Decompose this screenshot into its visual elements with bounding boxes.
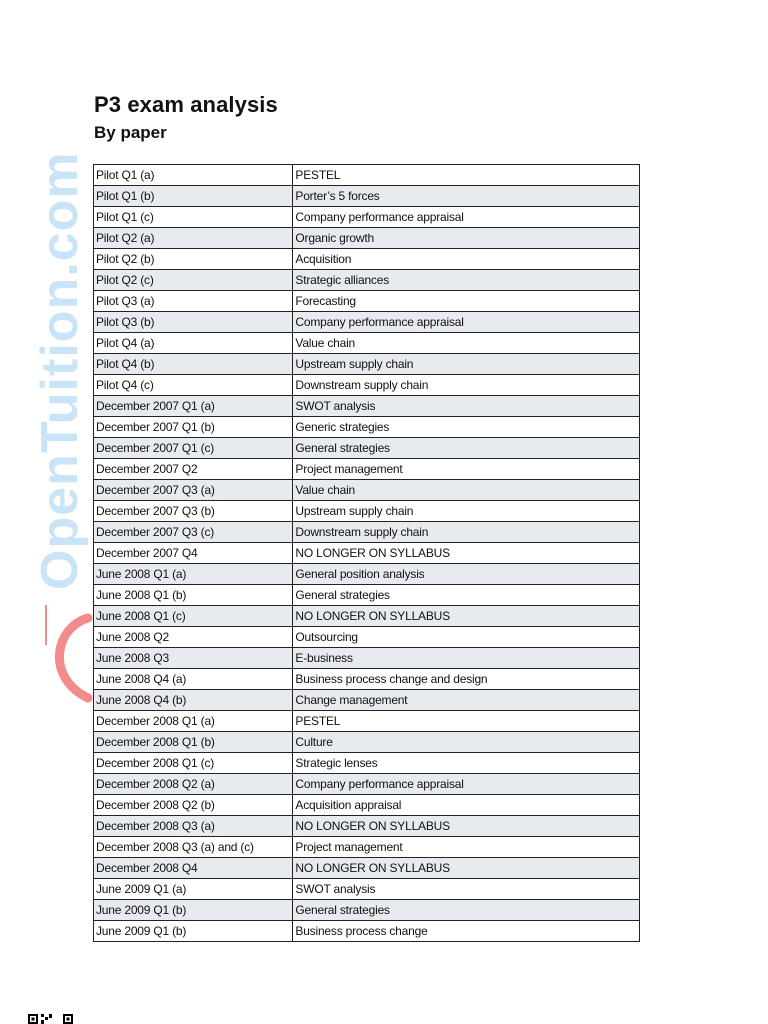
table-row [94,522,640,543]
topic-cell: Downstream supply chain [293,522,640,543]
table-row [94,186,640,207]
topic-cell: SWOT analysis [293,879,640,900]
topic-cell: Culture [293,732,640,753]
paper-cell: December 2008 Q4 [94,858,293,879]
table-row [94,480,640,501]
table-row [94,270,640,291]
table-row [94,585,640,606]
paper-cell: June 2008 Q2 [94,627,293,648]
table-row [94,459,640,480]
paper-cell: December 2008 Q2 (a) [94,774,293,795]
paper-cell: Pilot Q2 (b) [94,249,293,270]
table-row [94,606,640,627]
paper-cell: Pilot Q1 (b) [94,186,293,207]
paper-cell: Pilot Q1 (c) [94,207,293,228]
topic-cell: Project management [293,837,640,858]
paper-cell: Pilot Q4 (a) [94,333,293,354]
topic-cell: Change management [293,690,640,711]
table-row [94,501,640,522]
table-row [94,627,640,648]
topic-cell: Acquisition [293,249,640,270]
table-row [94,774,640,795]
topic-cell: Project management [293,459,640,480]
paper-cell: Pilot Q3 (a) [94,291,293,312]
topic-cell: Business process change and design [293,669,640,690]
topic-cell: Forecasting [293,291,640,312]
paper-cell: December 2007 Q1 (c) [94,438,293,459]
topic-cell: Upstream supply chain [293,501,640,522]
topic-cell: General strategies [293,438,640,459]
topic-cell: Value chain [293,480,640,501]
qr-code-icon [28,1014,76,1024]
topic-cell: Value chain [293,333,640,354]
paper-cell: December 2008 Q1 (c) [94,753,293,774]
topic-cell: Company performance appraisal [293,207,640,228]
paper-cell: December 2008 Q1 (b) [94,732,293,753]
paper-cell: December 2007 Q1 (a) [94,396,293,417]
table-row [94,648,640,669]
topic-cell: Strategic alliances [293,270,640,291]
table-row [94,417,640,438]
topic-cell: NO LONGER ON SYLLABUS [293,543,640,564]
paper-cell: Pilot Q4 (b) [94,354,293,375]
paper-cell: December 2008 Q3 (a) [94,816,293,837]
topic-cell: Downstream supply chain [293,375,640,396]
paper-cell: December 2007 Q4 [94,543,293,564]
watermark-logo-text: OpenTuition.com [31,151,89,590]
page-subtitle: By paper [94,123,167,142]
paper-cell: December 2007 Q3 (a) [94,480,293,501]
paper-cell: June 2008 Q4 (a) [94,669,293,690]
topic-cell: Generic strategies [293,417,640,438]
topic-cell: Company performance appraisal [293,774,640,795]
table-row [94,228,640,249]
topic-cell: Business process change [293,921,640,942]
table-row [94,375,640,396]
table-row [94,207,640,228]
table-row [94,795,640,816]
paper-cell: Pilot Q4 (c) [94,375,293,396]
exam-analysis-table [93,164,640,942]
table-row [94,921,640,942]
topic-cell: Acquisition appraisal [293,795,640,816]
table-row [94,669,640,690]
topic-cell: General strategies [293,900,640,921]
table-row [94,900,640,921]
paper-cell: June 2008 Q1 (c) [94,606,293,627]
table-row [94,711,640,732]
paper-cell: December 2008 Q1 (a) [94,711,293,732]
table-row [94,837,640,858]
paper-cell: Pilot Q3 (b) [94,312,293,333]
table-row [94,333,640,354]
table-row [94,690,640,711]
paper-cell: Pilot Q2 (a) [94,228,293,249]
topic-cell: General position analysis [293,564,640,585]
table-row [94,354,640,375]
topic-cell: NO LONGER ON SYLLABUS [293,606,640,627]
paper-cell: December 2008 Q3 (a) and (c) [94,837,293,858]
paper-cell: June 2009 Q1 (b) [94,900,293,921]
paper-cell: June 2008 Q1 (b) [94,585,293,606]
topic-cell: Organic growth [293,228,640,249]
paper-cell: December 2007 Q1 (b) [94,417,293,438]
page-title: P3 exam analysis [94,92,278,117]
table-row [94,249,640,270]
topic-cell: PESTEL [293,165,640,186]
topic-cell: Strategic lenses [293,753,640,774]
table-row [94,879,640,900]
topic-cell: NO LONGER ON SYLLABUS [293,816,640,837]
topic-cell: SWOT analysis [293,396,640,417]
table-row [94,732,640,753]
topic-cell: PESTEL [293,711,640,732]
exam-table-body [94,165,640,942]
topic-cell: NO LONGER ON SYLLABUS [293,858,640,879]
paper-cell: Pilot Q1 (a) [94,165,293,186]
paper-cell: June 2008 Q3 [94,648,293,669]
table-row [94,396,640,417]
paper-cell: Pilot Q2 (c) [94,270,293,291]
topic-cell: Upstream supply chain [293,354,640,375]
topic-cell: General strategies [293,585,640,606]
topic-cell: Porter’s 5 forces [293,186,640,207]
table-row [94,438,640,459]
topic-cell: Company performance appraisal [293,312,640,333]
paper-cell: June 2008 Q4 (b) [94,690,293,711]
table-row [94,543,640,564]
paper-cell: December 2007 Q2 [94,459,293,480]
paper-cell: June 2008 Q1 (a) [94,564,293,585]
paper-cell: December 2007 Q3 (c) [94,522,293,543]
table-row [94,816,640,837]
topic-cell: Outsourcing [293,627,640,648]
watermark-logo-arc [36,600,96,710]
table-row [94,564,640,585]
table-row [94,753,640,774]
paper-cell: June 2009 Q1 (a) [94,879,293,900]
table-row [94,165,640,186]
paper-cell: December 2007 Q3 (b) [94,501,293,522]
paper-cell: June 2009 Q1 (b) [94,921,293,942]
table-row [94,312,640,333]
paper-cell: December 2008 Q2 (b) [94,795,293,816]
table-row [94,291,640,312]
table-row [94,858,640,879]
topic-cell: E-business [293,648,640,669]
